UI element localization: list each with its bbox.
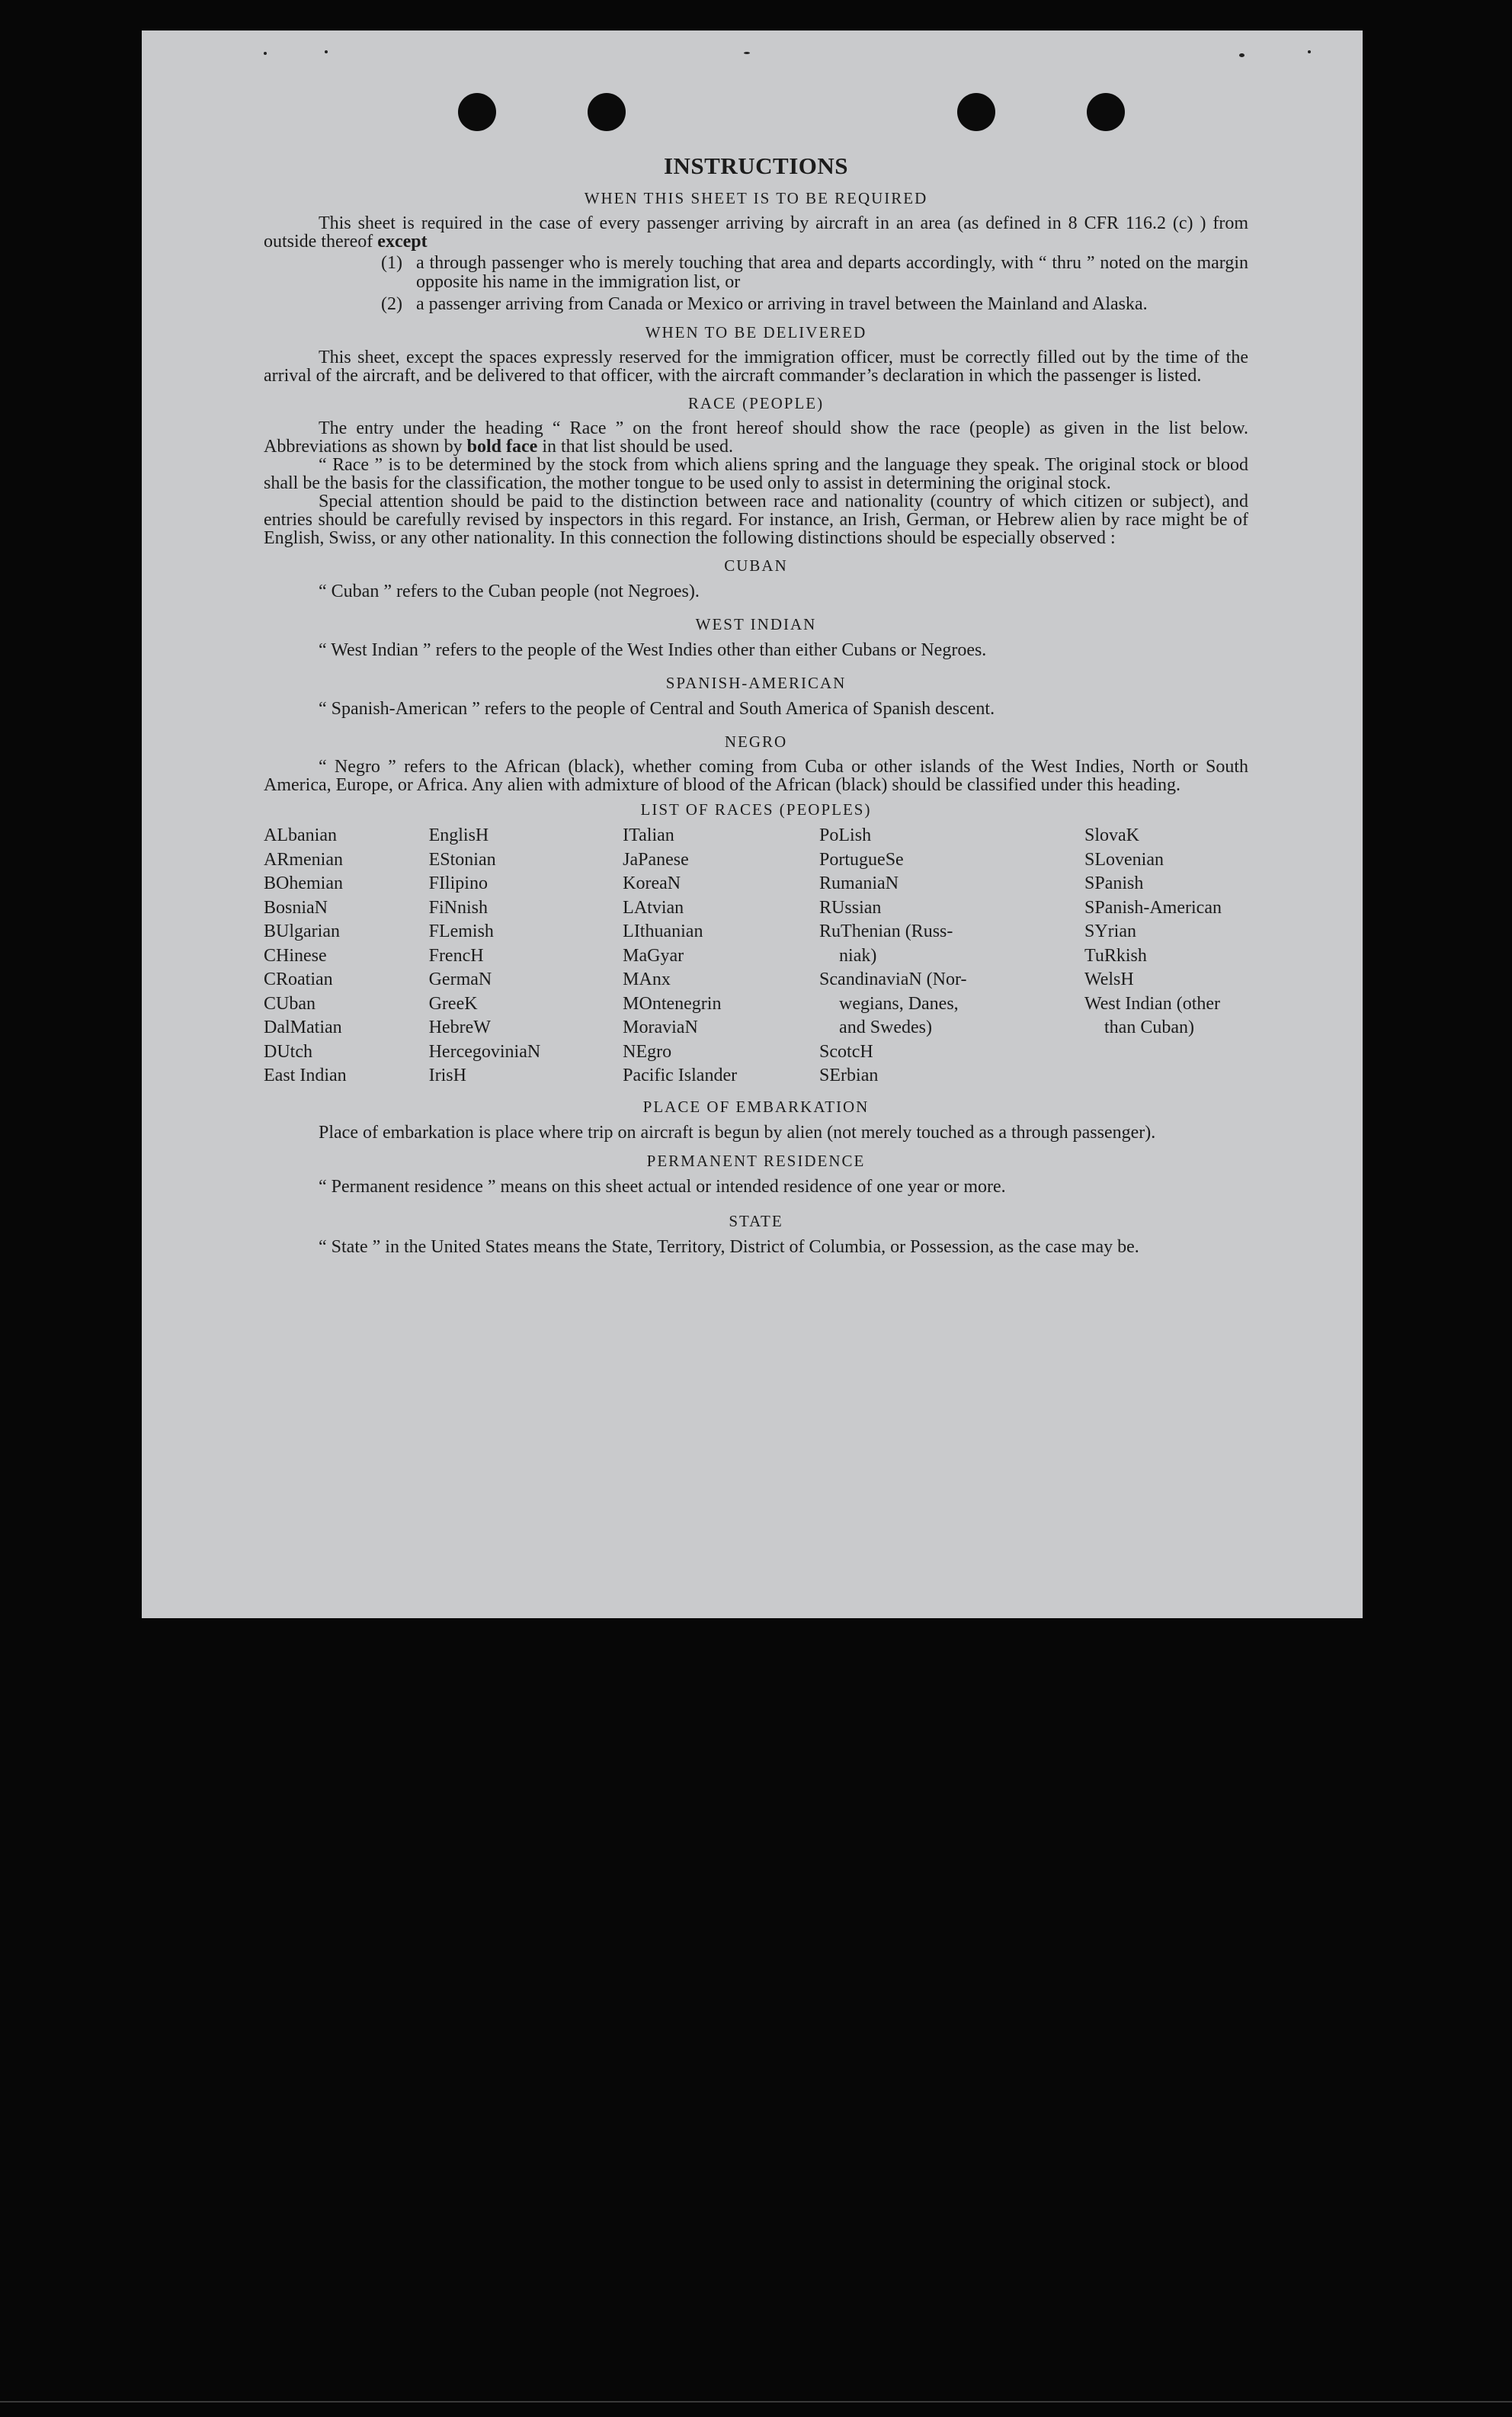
race-item: GreeK [428,993,478,1014]
race-item: East Indian [264,1066,347,1085]
race-paragraph-1: The entry under the heading “ Race ” on the front hereof should show the race (people) as given in the list below. Abbreviations as shown by bold face in that list should be used. [264,418,1248,457]
section-heading-negro: NEGRO [724,732,788,751]
speck [1308,50,1311,53]
race-item: West Indian (other [1084,993,1221,1014]
negro-text: “ Negro ” refers to the African (black), whether coming from Cuba or other islands of the West Indies, North or South America, Europe, or Africa. Any alien with admixture of blood of the African (black) should be classified under this heading. [264,757,1248,795]
section-heading-state: STATE [729,1211,783,1230]
race-item: MaGyar [623,945,684,966]
section-heading-races-list: LIST OF RACES (PEOPLES) [640,800,872,819]
race-item: SErbian [819,1066,879,1085]
exception-item-1: (1) a through passenger who is merely touching that area and departs accordingly, with “ thru ” noted on the margin opposite his name in the immigration list, or [381,253,1248,292]
race-item-continued: than Cuban) [1104,1018,1194,1037]
races-column-3 [623,824,737,1088]
race-item: HercegoviniaN [428,1041,541,1062]
section-heading-spanish-american: SPANISH-AMERICAN [665,674,847,692]
race-item: ScotcH [819,1041,873,1062]
exception-item-2: (2) a passenger arriving from Canada or Mexico or arriving in travel between the Mainland and Alaska. [381,294,1148,314]
section-heading-west-indian: WEST INDIAN [695,615,817,633]
race-item: SLovenian [1084,849,1164,870]
race-item: JaPanese [623,849,689,870]
embarkation-text: Place of embarkation is place where trip on aircraft is begun by alien (not merely touched as a through passenger). [319,1122,1156,1143]
race-item: CHinese [264,945,327,966]
speck [264,52,267,55]
race-item: WelsH [1084,970,1134,989]
races-column-5 [1084,824,1248,1088]
race-item: LIthuanian [623,922,703,941]
race-item: TuRkish [1084,945,1147,966]
section-heading-race: RACE (PEOPLE) [687,394,825,412]
race-item: SPanish [1084,874,1144,893]
speck [1239,53,1245,57]
races-column-4 [819,824,1002,1088]
race-item: KoreaN [623,874,681,893]
race-item-continued: and Swedes) [839,1018,933,1037]
race-item: GermaN [428,970,492,989]
race-item: ARmenian [264,849,343,870]
punch-hole [957,93,995,131]
section-heading-residence: PERMANENT RESIDENCE [646,1151,866,1170]
section-heading-required: WHEN THIS SHEET IS TO BE REQUIRED [584,189,928,207]
race-item: ITalian [623,825,674,845]
race-item: MoraviaN [623,1018,698,1037]
race-item: LAtvian [623,897,684,918]
residence-text: “ Permanent residence ” means on this sheet actual or intended residence of one year or more. [319,1176,1006,1197]
race-item: EnglisH [428,825,489,845]
race-item: BOhemian [264,874,343,893]
race-item: IrisH [428,1066,466,1085]
delivered-text: This sheet, except the spaces expressly reserved for the immigration officer, must be correctly filled out by the time of the arrival of the aircraft, and be delivered to that officer, with the aircraft commander’s declaration in which the passenger is listed. [264,348,1248,386]
west-indian-text: “ West Indian ” refers to the people of the West Indies other than either Cubans or Negroes. [319,640,987,660]
race-item-continued: niak) [839,945,877,966]
state-text: “ State ” in the United States means the State, Territory, District of Columbia, or Possession, as the case may be. [319,1236,1139,1257]
race-item: SYrian [1084,922,1136,941]
punch-hole [458,93,496,131]
race-item: EStonian [428,849,496,870]
race-item: BUlgarian [264,922,340,941]
race-item: ScandinaviaN (Nor- [819,970,967,989]
race-item: PortugueSe [819,849,904,870]
races-column-1 [264,824,347,1088]
race-item: FLemish [428,922,494,941]
section-heading-cuban: CUBAN [724,556,788,575]
race-item: RUssian [819,897,882,918]
race-item: DUtch [264,1041,312,1062]
required-intro: This sheet is required in the case of every passenger arriving by aircraft in an area (as defined in 8 CFR 116.2 (c) ) from outside thereof except [264,213,1248,252]
race-item: RuThenian (Russ- [819,922,953,941]
race-item: Pacific Islander [623,1066,738,1085]
section-heading-delivered: WHEN TO BE DELIVERED [645,323,867,341]
race-paragraph-3: Special attention should be paid to the distinction between race and nationality (country of which citizen or subject), and entries should be carefully revised by inspectors in this regard. For instance, an Irish, German, or Hebrew alien by race might be of English, Swiss, or any other nationality. In this connection the following distinctions should be especially observed : [264,492,1248,548]
section-heading-embarkation: PLACE OF EMBARKATION [642,1097,870,1116]
race-item: FiNnish [428,897,488,918]
punch-hole [1087,93,1125,131]
race-item: CUban [264,993,316,1014]
page-title: INSTRUCTIONS [663,152,848,179]
race-item: MAnx [623,970,671,989]
race-paragraph-2: “ Race ” is to be determined by the stock from which aliens spring and the language they speak. The original stock or blood shall be the basis for the classification, the mother tongue to be used only to assist in determining the original stock. [264,455,1248,493]
cuban-text: “ Cuban ” refers to the Cuban people (not Negroes). [319,582,700,601]
race-item-continued: wegians, Danes, [839,993,959,1014]
race-item: PoLish [819,825,872,845]
race-item: BosniaN [264,897,328,918]
race-item: CRoatian [264,970,333,989]
instruction-sheet [142,30,1363,1618]
punch-hole [588,93,626,131]
races-column-2 [429,824,541,1088]
race-item: DalMatian [264,1018,342,1037]
speck [744,52,750,54]
race-item: SlovaK [1084,825,1139,845]
race-item: HebreW [428,1018,491,1037]
race-item: SPanish-American [1084,897,1222,918]
speck [325,50,328,53]
races-list [264,824,1248,1088]
race-item: FrencH [428,945,484,966]
race-item: MOntenegrin [623,993,722,1014]
race-item: NEgro [623,1041,672,1062]
scan-edge-line [0,2401,1512,2403]
race-item: RumaniaN [819,874,899,893]
race-item: FIlipino [428,874,488,893]
spanish-american-text: “ Spanish-American ” refers to the people of Central and South America of Spanish descent. [319,699,995,719]
race-item: ALbanian [264,825,337,845]
